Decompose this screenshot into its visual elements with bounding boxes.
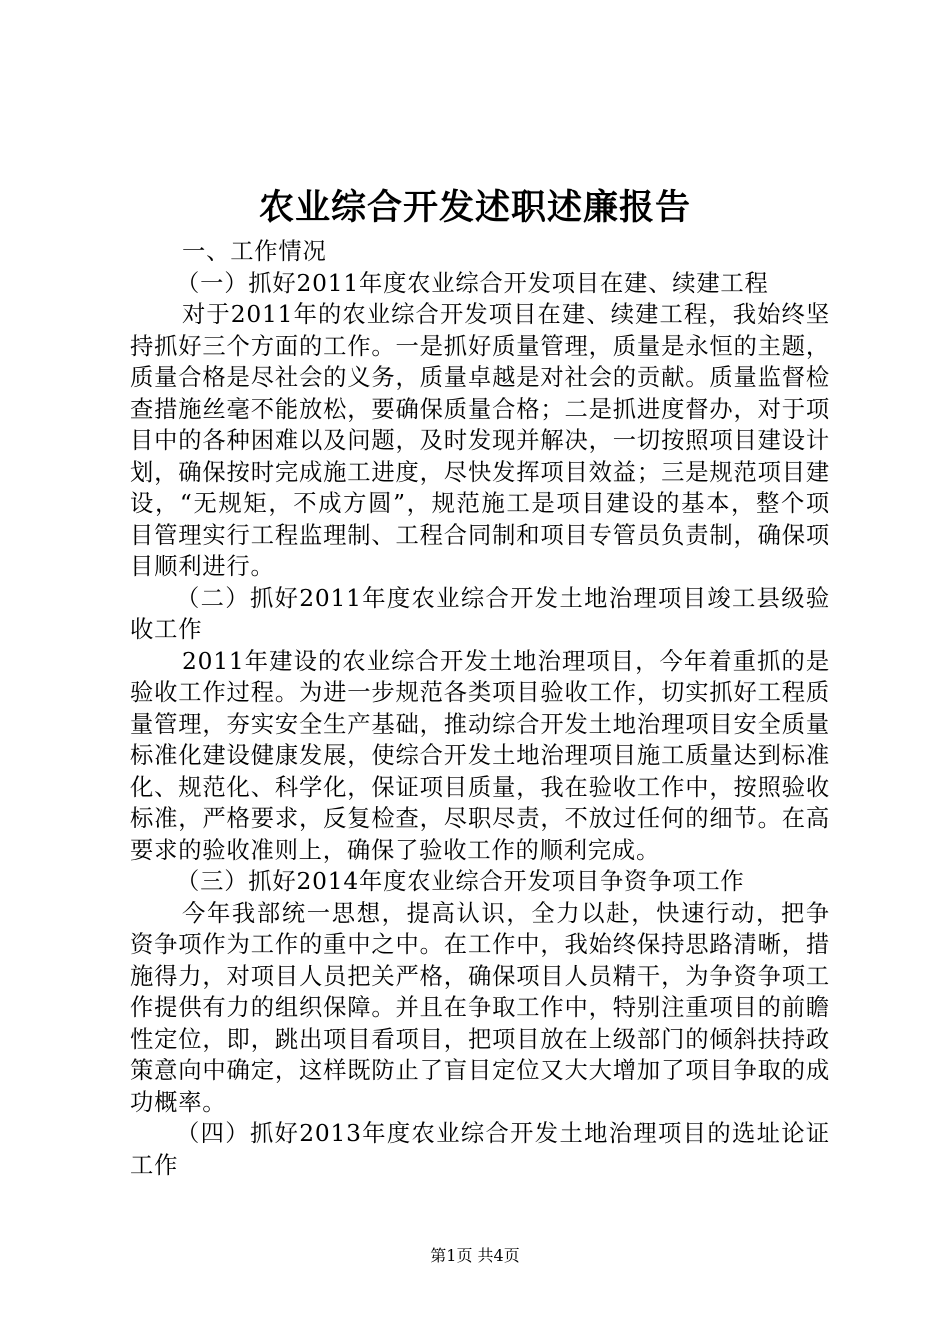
subsection-heading-1: （一）抓好2011年度农业综合开发项目在建、续建工程 <box>176 269 769 297</box>
body-paragraph-2: 2011年建设的农业综合开发土地治理项目，今年着重抓的是验收工作过程。为进一步规范各类项目验收工作，切实抓好工程质量管理，夯实安全生产基础，推动综合开发土地治理项目安全质量标准化建设健康发展，使综合开发土地治理项目施工质量达到标准化、规范化、科学化，保证项目质量，我在验收工作中，按照验收标准，严格要求，反复检查，尽职尽责，不放过任何的细节。在高要求的验收准则上，确保了验收工作的顺利完成。 <box>130 647 830 864</box>
body-paragraph-3: 今年我部统一思想，提高认识，全力以赴，快速行动，把争资争项作为工作的重中之中。在工作中，我始终保持思路清晰，措施得力，对项目人员把关严格，确保项目人员精干，为争资争项工作提供有力的组织保障。并且在争取工作中，特别注重项目的前瞻性定位，即，跳出项目看项目，把项目放在上级部门的倾斜扶持政策意向中确定，这样既防止了盲目定位又大大增加了项目争取的成功概率。 <box>130 899 830 1116</box>
document-body <box>130 236 830 1181</box>
page-footer: 第1页 共4页 <box>430 1246 520 1265</box>
document-title: 农业综合开发述职述廉报告 <box>258 188 691 228</box>
body-paragraph-1: 对于2011年的农业综合开发项目在建、续建工程，我始终坚持抓好三个方面的工作。一是抓好质量管理，质量是永恒的主题，质量合格是尽社会的义务，质量卓越是对社会的贡献。质量监督检查措施丝毫不能放松，要确保质量合格；二是抓进度督办，对于项目中的各种困难以及问题，及时发现并解决，一切按照项目建设计划，确保按时完成施工进度，尽快发挥项目效益；三是规范项目建设，“无规矩，不成方圆”，规范施工是项目建设的基本，整个项目管理实行工程监理制、工程合同制和项目专管员负责制，确保项目顺利进行。 <box>130 301 830 580</box>
subsection-heading-2: （二）抓好2011年度农业综合开发土地治理项目竣工县级验收工作 <box>130 584 830 643</box>
section-heading-work-status: 一、工作情况 <box>182 238 327 265</box>
subsection-heading-4: （四）抓好2013年度农业综合开发土地治理项目的选址论证工作 <box>130 1120 830 1179</box>
subsection-heading-3: （三）抓好2014年度农业综合开发项目争资争项工作 <box>176 868 745 895</box>
